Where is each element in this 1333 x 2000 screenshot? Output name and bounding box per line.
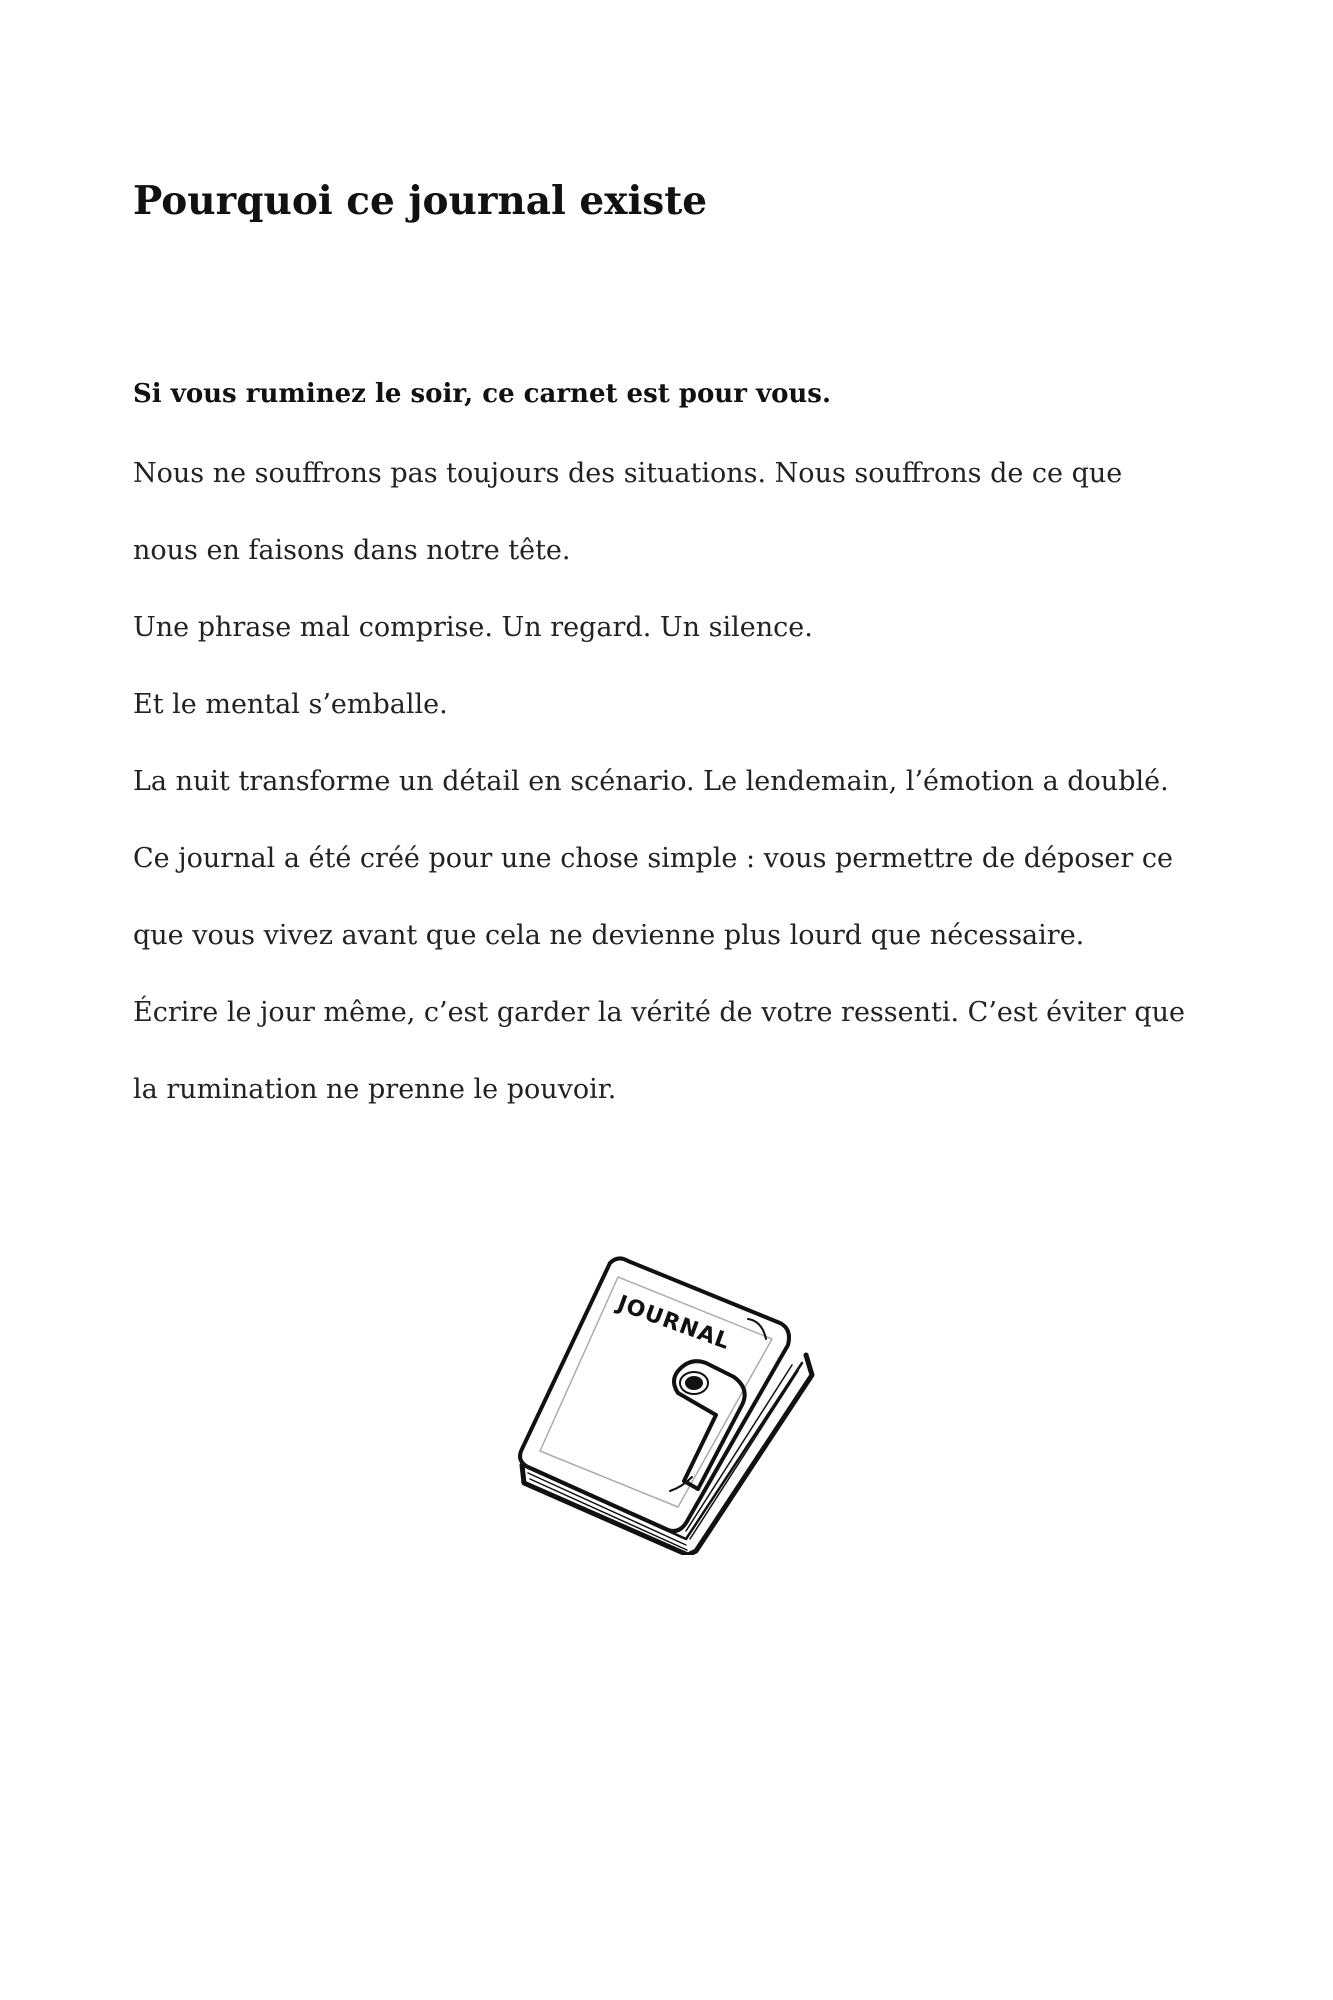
page-title: Pourquoi ce journal existe — [133, 178, 708, 224]
intro-statement: Si vous ruminez le soir, ce carnet est pour vous. — [133, 379, 832, 409]
body-line-1: Nous ne souffrons pas toujours des situations. Nous souffrons de ce que — [133, 458, 1123, 489]
journal-notebook-icon — [510, 1255, 820, 1555]
body-line-6: Ce journal a été créé pour une chose simple : vous permettre de déposer ce — [133, 843, 1174, 874]
body-line-4: Et le mental s’emballe. — [133, 689, 448, 720]
body-line-8: Écrire le jour même, c’est garder la vérité de votre ressenti. C’est éviter que — [133, 997, 1186, 1028]
body-line-9: la rumination ne prenne le pouvoir. — [133, 1074, 617, 1105]
body-line-2: nous en faisons dans notre tête. — [133, 535, 571, 566]
body-line-7: que vous vivez avant que cela ne devienne plus lourd que nécessaire. — [133, 920, 1085, 951]
journal-cover-label: JOURNAL — [613, 1291, 734, 1356]
body-line-3: Une phrase mal comprise. Un regard. Un silence. — [133, 612, 813, 643]
body-line-5: La nuit transforme un détail en scénario. Le lendemain, l’émotion a doublé. — [133, 766, 1169, 797]
